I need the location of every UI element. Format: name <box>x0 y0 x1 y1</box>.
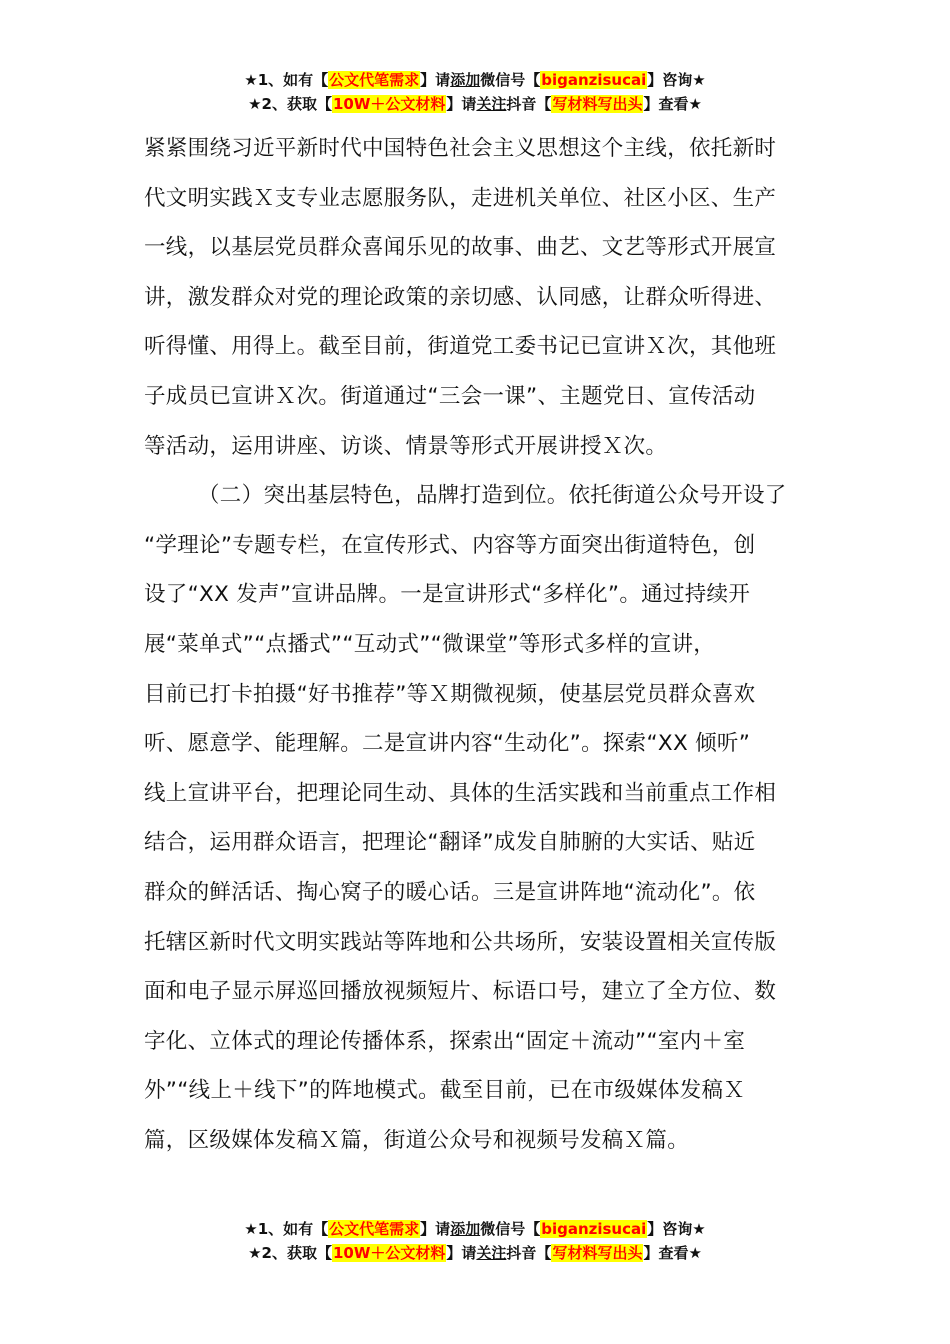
banner-text: 】请 <box>446 1244 477 1262</box>
text-line: 线上宣讲平台，把理论同生动、具体的生活实践和当前重点工作相 <box>144 780 777 806</box>
banner-highlight-douyin-id: 写材料写出头 <box>552 1244 643 1262</box>
header-banner-line-2 <box>0 92 950 116</box>
footer-banner <box>0 1217 950 1265</box>
text-line-first-indented: （二）突出基层特色，品牌打造到位。依托街道公众号开设了 <box>198 483 787 509</box>
text-line: 听、愿意学、能理解。二是宣讲内容“生动化”。探索“XX 倾听” <box>144 731 751 757</box>
banner-highlight-wechat-id: biganzisucai <box>541 71 647 89</box>
text-line: 托辖区新时代文明实践站等阵地和公共场所，安装设置相关宣传版 <box>144 929 777 955</box>
text-line: 等活动，运用讲座、访谈、情景等形式开展讲授Ｘ次。 <box>144 433 668 459</box>
banner-highlight-douyin-id: 写材料写出头 <box>552 95 643 113</box>
text-line: 子成员已宣讲Ｘ次。街道通过“三会一课”、主题党日、宣传活动 <box>144 383 756 409</box>
text-line: 外”“线上＋线下”的阵地模式。截至目前，已在市级媒体发稿Ｘ <box>144 1078 746 1104</box>
banner-underlined-text: 关注 <box>476 95 507 113</box>
text-line: 紧紧围绕习近平新时代中国特色社会主义思想这个主线，依托新时 <box>144 136 777 161</box>
text-line: 听得懂、用得上。截至目前，街道党工委书记已宣讲Ｘ次，其他班 <box>144 334 777 360</box>
banner-text: 】请 <box>420 71 451 89</box>
banner-underlined-text: 关注 <box>476 1244 507 1262</box>
footer-banner-line-2 <box>0 1241 950 1265</box>
text-line: 设了“XX 发声”宣讲品牌。一是宣讲形式“多样化”。通过持续开 <box>144 582 751 608</box>
text-line: 字化、立体式的理论传播体系，探索出“固定＋流动”“室内＋室 <box>144 1028 746 1054</box>
banner-highlight: 公文代笔需求 <box>329 1220 420 1238</box>
banner-text: 】请 <box>446 95 477 113</box>
banner-highlight-wechat-id: biganzisucai <box>541 1220 647 1238</box>
banner-text: 】查看★ <box>643 95 702 113</box>
text-line: 代文明实践Ｘ支专业志愿服务队，走进机关单位、社区小区、生产 <box>144 185 777 211</box>
banner-highlight: 10W＋公文材料 <box>332 1244 446 1262</box>
banner-text: 微信号【 <box>480 1220 541 1238</box>
banner-text: 】咨询★ <box>647 1220 706 1238</box>
paragraph-2 <box>144 471 812 1165</box>
banner-highlight: 10W＋公文材料 <box>332 95 446 113</box>
document-body <box>144 124 812 1165</box>
header-banner <box>0 68 950 116</box>
banner-text: 微信号【 <box>480 71 541 89</box>
text-line: 一线，以基层党员群众喜闻乐见的故事、曲艺、文艺等形式开展宣 <box>144 235 777 261</box>
banner-text: ★2、获取【 <box>248 1244 332 1262</box>
banner-underlined-text: 添加 <box>450 71 481 89</box>
banner-text: 】咨询★ <box>647 71 706 89</box>
banner-text: 抖音【 <box>506 1244 552 1262</box>
banner-text: 】查看★ <box>643 1244 702 1262</box>
text-line: 篇，区级媒体发稿Ｘ篇，街道公众号和视频号发稿Ｘ篇。 <box>144 1127 690 1153</box>
banner-underlined-text: 添加 <box>450 1220 481 1238</box>
text-line: 讲，激发群众对党的理论政策的亲切感、认同感，让群众听得进、 <box>144 284 777 310</box>
text-line: “学理论”专题专栏，在宣传形式、内容等方面突出街道特色，创 <box>144 532 756 558</box>
text-line: 面和电子显示屏巡回播放视频短片、标语口号，建立了全方位、数 <box>144 979 777 1005</box>
header-banner-line-1 <box>0 68 950 92</box>
text-line: 目前已打卡拍摄“好书推荐”等Ｘ期微视频，使基层党员群众喜欢 <box>144 681 756 707</box>
footer-banner-line-1 <box>0 1217 950 1241</box>
text-line: 群众的鲜活话、掏心窝子的暖心话。三是宣讲阵地“流动化”。依 <box>144 879 756 905</box>
banner-highlight: 公文代笔需求 <box>329 71 420 89</box>
banner-text: ★2、获取【 <box>248 95 332 113</box>
text-line: 结合，运用群众语言，把理论“翻译”成发自肺腑的大实话、贴近 <box>144 830 756 856</box>
banner-text: ★1、如有【 <box>244 1220 329 1238</box>
paragraph-1 <box>144 124 812 471</box>
banner-text: ★1、如有【 <box>244 71 329 89</box>
banner-text: 抖音【 <box>506 95 552 113</box>
banner-text: 】请 <box>420 1220 451 1238</box>
text-line: 展“菜单式”“点播式”“互动式”“微课堂”等形式多样的宣讲， <box>144 631 716 657</box>
